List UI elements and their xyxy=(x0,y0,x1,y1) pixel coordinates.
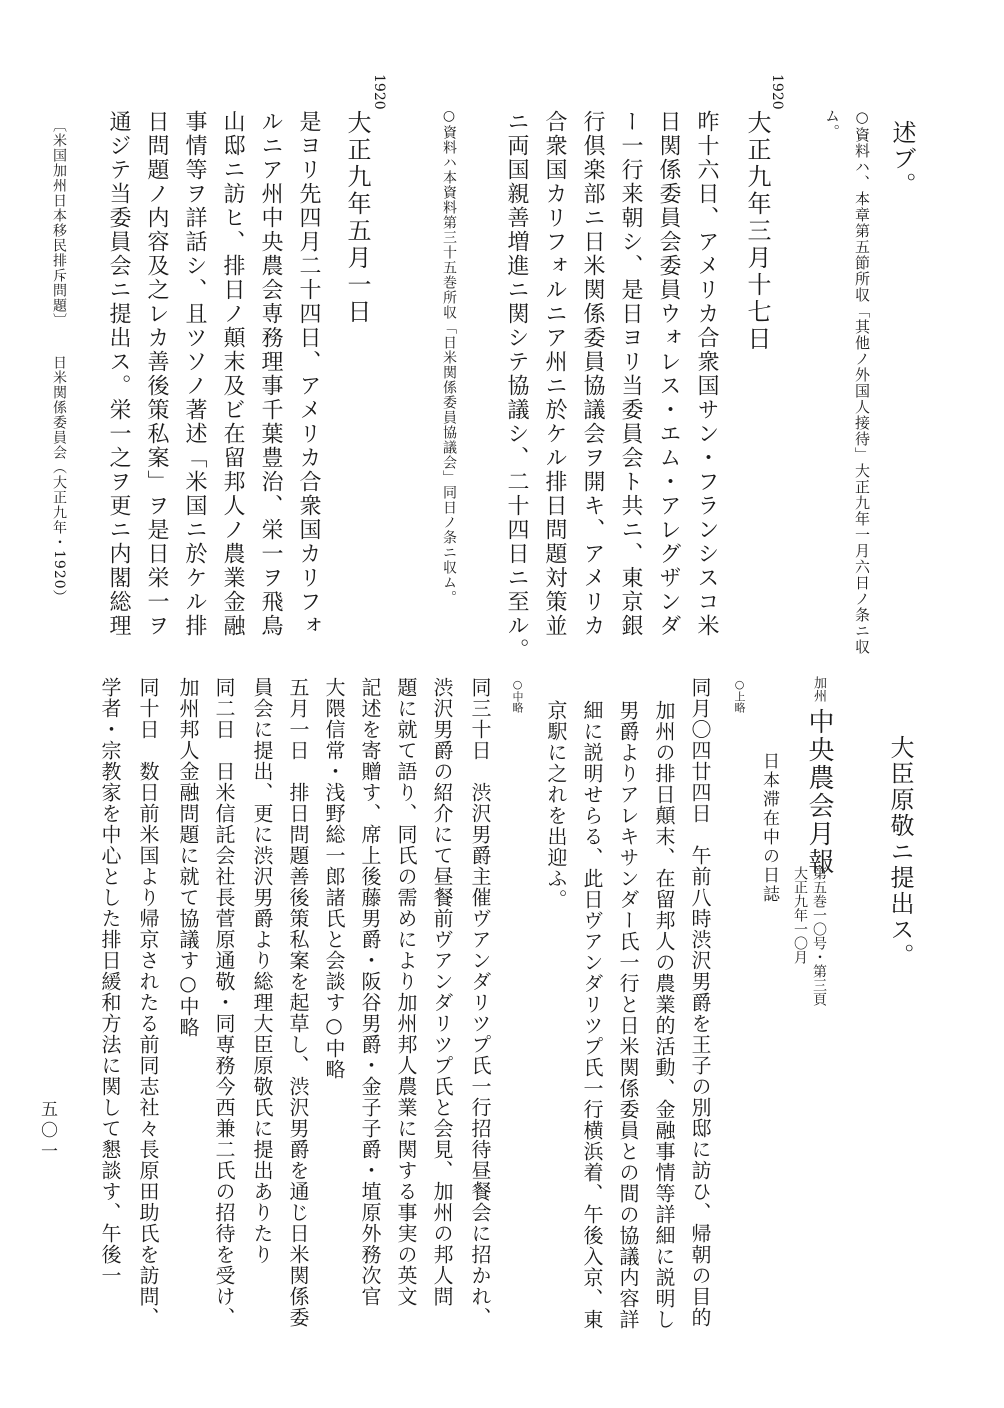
source-note-1b: ム。 xyxy=(823,108,841,140)
diary-line-4: 細に説明せらる、此日ヴアンダリツプ氏一行横浜着、午後入京、東 xyxy=(580,700,604,1330)
entry2-line-4: 事情等ヲ詳話シ、且ツソノ著述「米国ニ於ケル排 xyxy=(182,110,207,638)
journal-prefix: 加州 xyxy=(811,676,826,702)
diary-line-1: 同月〇四廿四日 午前八時渋沢男爵を王子の別邸に訪ひ、帰朝の目的 xyxy=(688,677,712,1328)
entry2-line-2: ルニア州中央農会専務理事千葉豊治、栄一ヲ飛鳥 xyxy=(258,110,283,638)
diary-line-2: 加州の排日顛末、在留邦人の農業的活動、金融事情等詳細に説明し xyxy=(652,700,676,1330)
diary-line-5: 京駅に之れを出迎ふ。 xyxy=(544,700,568,910)
entry2-year: 1920 xyxy=(371,74,387,110)
entry1-line-3: ー一行来朝シ、是日ヨリ当委員会ト共ニ、東京銀 xyxy=(618,110,643,638)
running-head-right: 日米関係委員会（大正九年・1920） xyxy=(51,355,67,605)
diary-line-10: 大隈信常・浅野総一郎諸氏と会談す○中略 xyxy=(322,677,346,1080)
diary-line-6: 同三十日 渋沢男爵主催ヴアンダリツプ氏一行招待昼餐会に招かれ、 xyxy=(468,677,492,1328)
section-subtitle: 日本滞在中の日誌 xyxy=(759,752,779,904)
entry1-line-2: 日関係委員会委員ウォレス・エム・アレグザンダ xyxy=(656,110,681,638)
diary-line-11: 五月一日 排日問題善後策私案を起草し、渋沢男爵を通じ日米関係委 xyxy=(286,677,310,1328)
omit-mark-1: ○上略 xyxy=(733,678,746,713)
entry1-year: 1920 xyxy=(769,74,785,110)
entry1-line-4: 行倶楽部ニ日米関係委員協議会ヲ開キ、アメリカ xyxy=(580,110,605,638)
entry1-line-1: 昨十六日、アメリカ合衆国サン・フランシスコ米 xyxy=(694,110,719,638)
diary-line-12: 員会に提出、更に渋沢男爵より総理大臣原敬氏に提出ありたり xyxy=(250,677,274,1265)
entry2-line-5: 日問題ノ内容及之レカ善後策私案」ヲ是日栄一ヲ xyxy=(144,110,169,638)
omit-mark-2: ○中略 xyxy=(511,678,524,713)
entry2-line-1: 是ヨリ先四月二十四日、アメリカ合衆国カリフォ xyxy=(296,110,321,638)
page-number: 五〇一 xyxy=(37,1100,57,1163)
entry1-line-5: 合衆国カリフォルニア州ニ於ケル排日問題対策並 xyxy=(542,110,567,638)
diary-line-8: 題に就て語り、同氏の需めにより加州邦人農業に関する事実の英文 xyxy=(394,677,418,1307)
diary-line-16: 学者・宗教家を中心とした排日緩和方法に関して懇談す、午後一 xyxy=(98,677,122,1286)
diary-line-15: 同十日 数日前米国より帰京されたる前同志社々長原田助氏を訪問、 xyxy=(136,677,160,1328)
diary-line-7: 渋沢男爵の紹介にて昼餐前ヴアンダリツプ氏と会見、加州の邦人問 xyxy=(430,677,454,1307)
entry1-line-6: ニ両国親善増進ニ関シテ協議シ、二十四日ニ至ル。 xyxy=(504,110,529,662)
bottom-cont-text: 大臣原敬ニ提出ス。 xyxy=(886,735,914,969)
source-note-1a: ○資料ハ、本章第五節所収「其他ノ外国人接待」大正九年一月六日ノ条ニ収 xyxy=(853,108,871,655)
journal-title: 中央農会月報 xyxy=(804,708,834,876)
running-head-left: 〔米国加州日本移民排斥問題〕 xyxy=(51,118,67,328)
text-column-top-1: 述ブ。 xyxy=(888,120,916,198)
diary-line-13: 同二日 日米信託会社長菅原通敬・同専務今西兼二氏の招待を受け、 xyxy=(212,677,236,1328)
diary-line-3: 男爵よりアレキサンダー氏一行と日米関係委員との間の協議内容詳 xyxy=(616,700,640,1330)
entry1-note: ○資料ハ本資料第三十五巻所収「日米関係委員協議会」同日ノ条ニ収ム。 xyxy=(441,108,457,605)
diary-line-9: 記述を寄贈す、席上後藤男爵・阪谷男爵・金子子爵・埴原外務次官 xyxy=(358,677,382,1307)
journal-date: 大正九年一〇月 xyxy=(792,866,808,964)
diary-line-14: 加州邦人金融問題に就て協議す○中略 xyxy=(176,677,200,1038)
journal-issue: 第五巻一〇号・第三頁 xyxy=(811,866,827,1006)
entry1-date: 大正九年三月十七日 xyxy=(743,110,771,353)
entry2-date: 大正九年五月一日 xyxy=(343,110,371,326)
entry2-line-6: 通ジテ当委員会ニ提出ス。栄一之ヲ更ニ内閣総理 xyxy=(106,110,131,638)
entry2-line-3: 山邸ニ訪ヒ、排日ノ顛末及ビ在留邦人ノ農業金融 xyxy=(220,110,245,638)
